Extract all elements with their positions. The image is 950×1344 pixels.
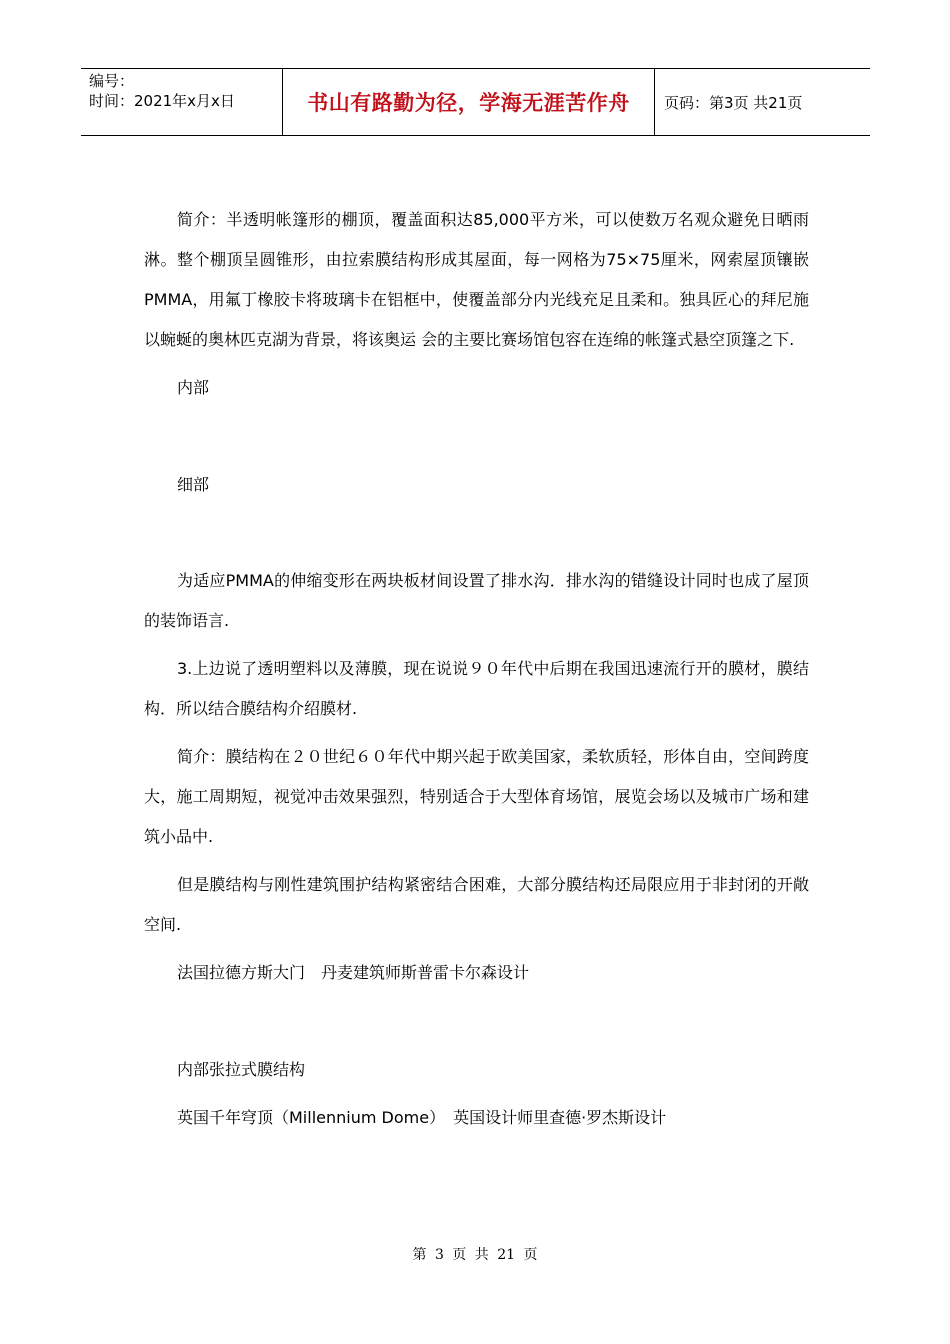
paragraph-intro-canopy: 简介：半透明帐篷形的棚顶，覆盖面积达85,000平方米，可以使数万名观众避免日晒雨淋。整个棚顶呈圆锥形，由拉索膜结构形成其屋面，每一网格为75×75厘米，网索屋顶镶嵌PMMA，用氟丁橡胶卡将玻璃卡在铝框中，使覆盖部分内光线充足且柔和。独具匠心的拜尼施以蜿蜒的奥林匹克湖为背景，将该奥运 会的主要比赛场馆包容在连绵的帐篷式悬空顶篷之下. bbox=[144, 210, 809, 349]
caption-interior: 内部 bbox=[177, 378, 210, 397]
header-motto: 书山有路勤为径，学海无涯苦作舟 bbox=[283, 69, 655, 135]
caption-tensile-membrane: 内部张拉式膜结构 bbox=[177, 1060, 306, 1079]
paragraph-drainage: 为适应PMMA的伸缩变形在两块板材间设置了排水沟．排水沟的错缝设计同时也成了屋顶的装饰语言. bbox=[144, 571, 809, 630]
paragraph-membrane-intro: 3.上边说了透明塑料以及薄膜，现在说说９０年代中后期在我国迅速流行开的膜材，膜结构．所以结合膜结构介绍膜材. bbox=[144, 659, 809, 718]
document-number-label: 编号： bbox=[89, 72, 135, 90]
caption-detail: 细部 bbox=[177, 475, 210, 494]
document-body bbox=[144, 200, 809, 1146]
header-page-code: 页码：第3页 共21页 bbox=[664, 93, 803, 112]
document-date: 时间：2021年x月x日 bbox=[89, 92, 235, 110]
paragraph-membrane-limits: 但是膜结构与刚性建筑围护结构紧密结合困难，大部分膜结构还局限应用于非封闭的开敞空间. bbox=[144, 875, 809, 934]
page-footer: 第 3 页 共 21 页 bbox=[412, 1247, 538, 1263]
caption-grande-arche: 法国拉德方斯大门 丹麦建筑师斯普雷卡尔森设计 bbox=[177, 963, 530, 982]
header-meta-cell bbox=[81, 69, 283, 135]
page-header bbox=[81, 68, 870, 136]
paragraph-membrane-summary: 简介：膜结构在２０世纪６０年代中期兴起于欧美国家，柔软质轻，形体自由，空间跨度大，施工周期短，视觉冲击效果强烈，特别适合于大型体育场馆，展览会场以及城市广场和建筑小品中. bbox=[144, 747, 809, 846]
caption-millennium-dome: 英国千年穹顶（Millennium Dome） 英国设计师里查德·罗杰斯设计 bbox=[177, 1108, 667, 1127]
